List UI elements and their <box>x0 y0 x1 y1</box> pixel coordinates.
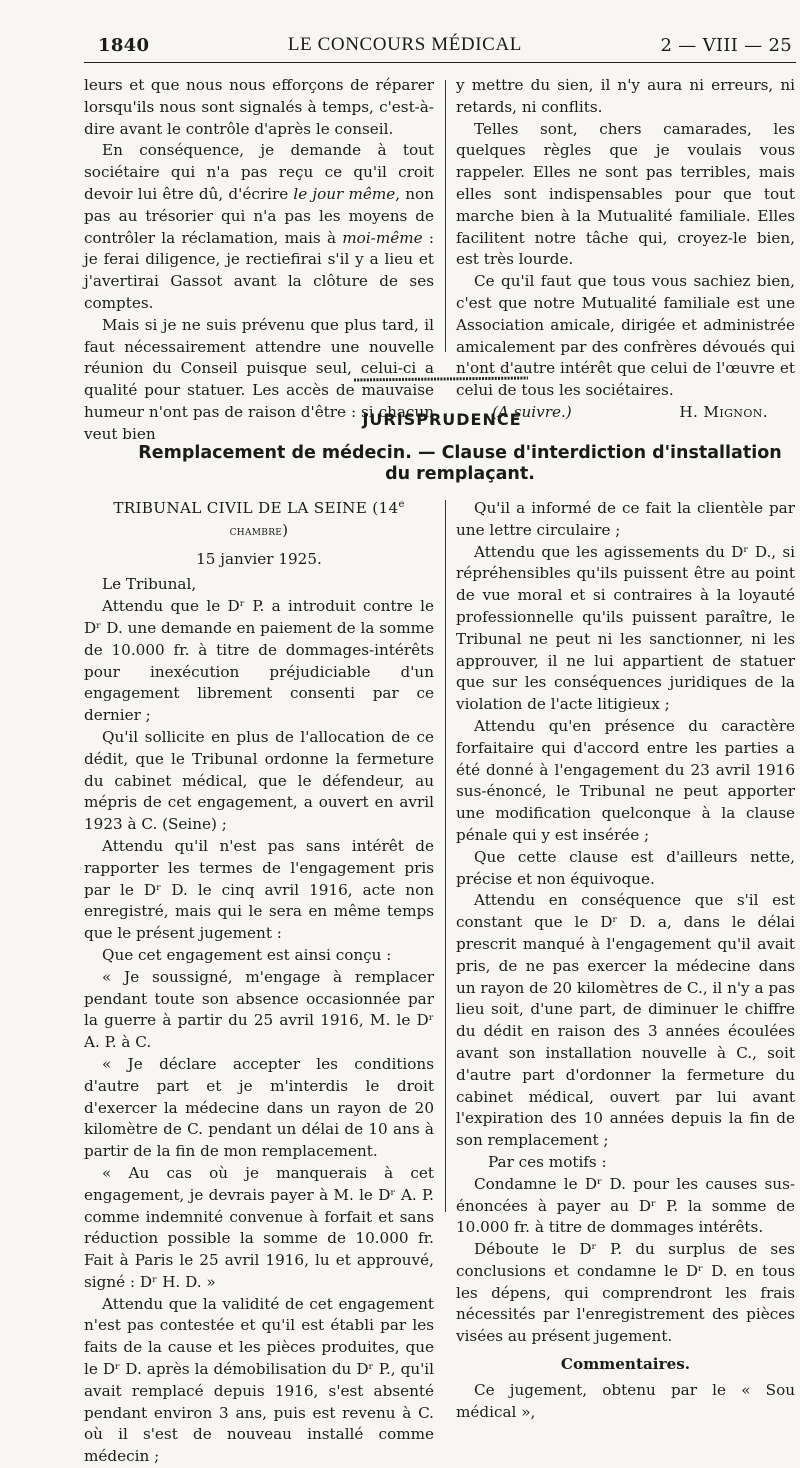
paragraph: « Je soussigné, m'engage à remplacer pendant toute son absence occasionnée par la guerre à partir du 25 avril 1916, M. le Dʳ A. P. à C. <box>84 967 434 1052</box>
paragraph: Mais si je ne suis prévenu que plus tard, il faut nécessairement attendre une nouvelle réunion du Conseil puisque seul, celui-ci a qualité pour statuer. Les accès de mauvaise humeur n'ont pas de raison d'être : si chacun veut bien <box>84 315 434 443</box>
paragraph: Qu'il sollicite en plus de l'allocation de ce dédit, que le Tribunal ordonne la fermeture du cabinet médical, que le défendeur, au mépris de cet engagement, a ouvert en avril 1923 à C. (Seine) ; <box>84 727 434 834</box>
ornament-divider <box>352 375 530 383</box>
paragraph: Attendu que les agissements du Dʳ D., si répréhensibles qu'ils puissent être au point de vue moral et si contraires à la loyauté professionnelle qu'ils puissent paraître, le Tribunal ne peut ni les sanctionner, ni les approuver, il ne lui appartient de statuer que sur les conséquences juridiques de la violation de l'acte litigieux ; <box>456 542 795 714</box>
paragraph: Attendu en conséquence que s'il est constant que le Dʳ D. a, dans le délai prescrit manqué à l'engagement qu'il avait pris, de ne pas exercer la médecine dans un rayon de 20 kilomètres de C., il n'y a pas lieu soit, d'une part, de diminuer le chiffre du dédit en raison des 3 années écoulées avant son installation nouvelle à C., soit d'autre part d'ordonner la fermeture du cabinet médical, ouvert par lui avant l'expiration des 10 années depuis la fin de son remplacement ; <box>456 891 795 1150</box>
paragraph: Par ces motifs : <box>488 1152 607 1171</box>
paragraph: Ce jugement, obtenu par le « Sou médical », <box>456 1380 795 1421</box>
paragraph: Déboute le Dʳ P. du surplus de ses conclusions et condamne le Dʳ D. en tous les dépens, qui comprendront les frais nécessités par l'enregistrement des pièces visées au présent jugement. <box>456 1240 795 1346</box>
column-rule <box>445 500 446 1212</box>
paragraph: y mettre du sien, il n'y aura ni erreurs, ni retards, ni conflits. <box>456 76 795 116</box>
section-title: JURISPRUDENCE <box>362 410 522 429</box>
bottom-left-column <box>84 498 434 1468</box>
paragraph: « Au cas où je manquerais à cet engagement, je devrais payer à M. le Dʳ A. P. comme indemnité convenue à forfait et sans réduction possible la somme de 10.000 fr. Fait à Paris le 25 avril 1916, lu et approuvé, signé : Dʳ H. D. » <box>84 1163 434 1291</box>
column-rule <box>445 80 446 352</box>
paragraph: En conséquence, je demande à tout sociétaire qui n'a pas reçu ce qu'il croit devoir lui être dû, d'écrire le jour même, non pas au trésorier qui n'a pas les moyens de contrôler la réclamation, mais à moi-même : je ferai diligence, je rectiefirai s'il y a lieu et j'avertirai Gassot avant la clôture de ses comptes. <box>84 141 434 312</box>
paragraph: Que cette clause est d'ailleurs nette, précise et non équivoque. <box>456 847 795 888</box>
paragraph: leurs et que nous nous efforçons de réparer lorsqu'ils nous sont signalés à temps, c'est-à-dire avant le contrôle d'après le conseil. <box>84 76 434 138</box>
article-headline: Remplacement de médecin. — Clause d'interdiction d'installation du remplaçant. <box>138 443 782 484</box>
top-left-column <box>84 75 434 446</box>
issue-date: 2 — VIII — 25 <box>660 34 792 56</box>
paragraph: Condamne le Dʳ D. pour les causes sus-énoncées à payer au Dʳ P. la somme de 10.000 fr. à titre de dommages intérêts. <box>456 1174 795 1237</box>
paragraph: Qu'il a informé de ce fait la clientèle par une lettre circulaire ; <box>456 499 795 539</box>
paragraph: « Je déclare accepter les conditions d'autre part et je m'interdis le droit d'exercer la médecine dans un rayon de 20 kilomètre de C. pendant un délai de 10 ans à partir de la fin de mon remplacement. <box>84 1054 434 1161</box>
commentary-heading: Commentaires. <box>560 1355 691 1374</box>
paragraph: Le Tribunal, <box>102 575 197 594</box>
paragraph: Attendu que la validité de cet engagement n'est pas contestée et qu'il est établi par les faits de la cause et les pièces produites, que le Dʳ D. après la démobilisation du Dʳ P., qu'il avait remplacé depuis 1916, s'est absenté pendant environ 3 ans, puis est revenu à C. où il s'est de nouveau installé comme médecin ; <box>84 1294 434 1466</box>
top-right-column <box>456 75 795 424</box>
paragraph: Telles sont, chers camarades, les quelques règles que je voulais vous rappeler. Elles ne sont pas terribles, mais elles sont indispensables pour que tout marche bien à la Mutualité familiale. Elles facilitent notre tâche qui, croyez-le bien, est très lourde. <box>456 119 795 269</box>
paragraph: Attendu qu'il n'est pas sans intérêt de rapporter les termes de l'engagement pris par le Dʳ D. le cinq avril 1916, acte non enregistré, mais qui le sera en même temps que le présent jugement : <box>84 836 434 943</box>
bottom-right-column <box>456 498 795 1423</box>
journal-title: LE CONCOURS MÉDICAL <box>287 34 522 55</box>
to-be-continued: (A suivre.) <box>492 402 572 421</box>
paragraph: Que cet engagement est ainsi conçu : <box>102 945 392 964</box>
page-number: 1840 <box>98 34 150 56</box>
header-rule <box>84 62 796 63</box>
author-name: H. Mignon. <box>679 402 768 421</box>
court-name: TRIBUNAL CIVIL DE LA SEINE (14e chambre) <box>113 498 405 539</box>
page-header <box>98 32 792 58</box>
paragraph: Ce qu'il faut que tous vous sachiez bien, c'est que notre Mutualité familiale est une Association amicale, dirigée et administrée amicalement par des confrères dévoués qui n'ont d'autre intérêt que celui de l'œuvre et celui de tous les sociétaires. <box>456 272 795 400</box>
paragraph: Attendu que le Dʳ P. a introduit contre le Dʳ D. une demande en paiement de la somme de 10.000 fr. à titre de dommages-intérêts pour inexécution préjudiciable d'un engagement librement consenti par ce dernier ; <box>84 597 434 725</box>
judgment-date: 15 janvier 1925. <box>196 549 322 568</box>
paragraph: Attendu qu'en présence du caractère forfaitaire qui d'accord entre les parties a été donné à l'engagement du 23 avril 1916 sus-énoncé, le Tribunal ne peut apporter une modification quelconque à la clause pénale qui y est insérée ; <box>456 716 795 844</box>
